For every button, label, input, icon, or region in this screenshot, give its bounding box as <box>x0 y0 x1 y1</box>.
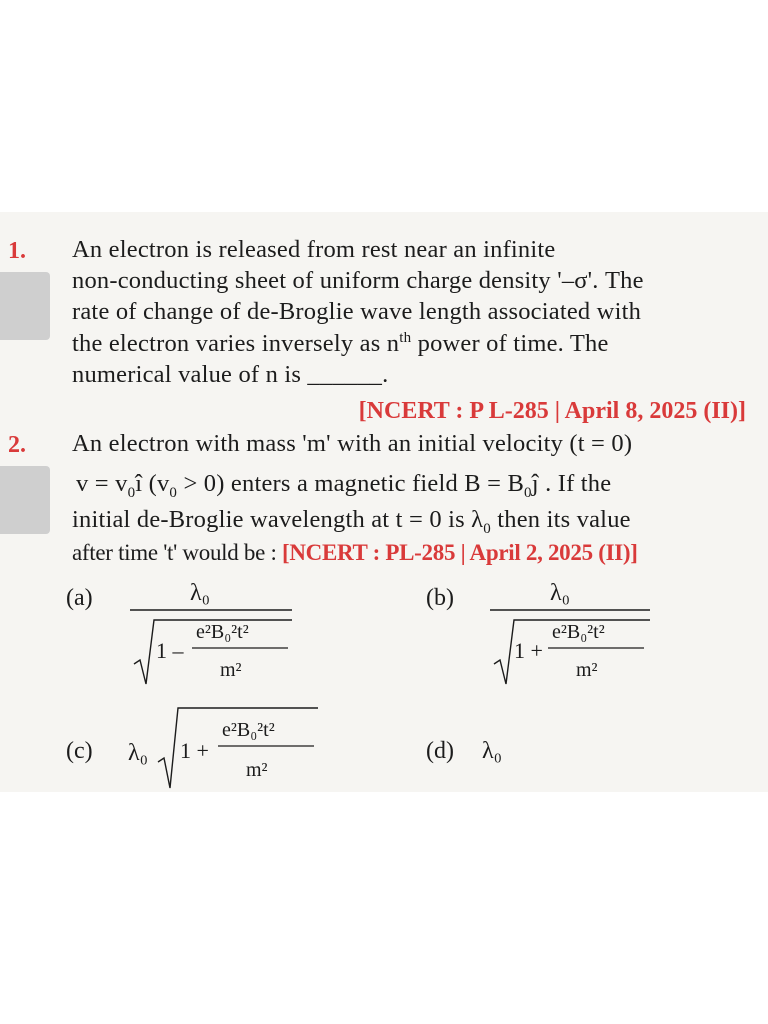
q1-line-4: the electron varies inversely as $n^{th}$ power of time. The <box>72 330 609 358</box>
q1-reference: [NCERT : P L-285 | April 8, 2025 (II)] <box>358 398 746 424</box>
q1-line-3: rate of change of de-Broglie wave length associated with <box>72 298 642 325</box>
question-1-marker <box>0 272 50 340</box>
option-a-inner: 1 – <box>156 638 184 663</box>
q2-line-3: initial de-Broglie wavelength at t = 0 is $\lambda_0$ then its value <box>72 506 631 537</box>
option-c-lambda: λ₀ <box>128 740 149 766</box>
option-c-frac-bottom: m² <box>246 759 268 781</box>
option-c-label[interactable]: (c) <box>66 738 93 764</box>
question-1-number: 1. <box>8 238 26 264</box>
option-a-frac-top: e²B₀²t² <box>196 621 249 643</box>
option-d-label[interactable]: (d) <box>426 738 454 764</box>
option-b-label[interactable]: (b) <box>426 585 454 611</box>
q2-line-2: $v = v_0î$ $(v_0 > 0)$ enters a magnetic field $B = B_0ĵ$ . If the <box>76 470 612 501</box>
q2-line-4: after time 't' would be : [NCERT : PL-285 | April 2, 2025 (II)] <box>72 540 638 565</box>
option-c-formula <box>122 700 322 800</box>
q2-reference: [NCERT : PL-285 | April 2, 2025 (II)] <box>281 540 638 565</box>
option-c-frac-top: e²B₀²t² <box>222 719 275 741</box>
option-a-numerator: λ₀ <box>190 580 211 606</box>
option-b-formula <box>480 572 660 692</box>
q1-line-2: non-conducting sheet of uniform charge density '–σ'. The <box>72 267 644 294</box>
q2-line-1: An electron with mass 'm' with an initial velocity (t = 0) <box>72 430 633 457</box>
question-2-number: 2. <box>8 432 26 458</box>
option-b-numerator: λ₀ <box>550 580 571 606</box>
option-c-inner: 1 + <box>180 738 209 763</box>
option-b-frac-bottom: m² <box>576 659 598 681</box>
option-b-frac-top: e²B₀²t² <box>552 621 605 643</box>
option-a-label[interactable]: (a) <box>66 585 93 611</box>
option-b-inner: 1 + <box>514 638 543 663</box>
option-a-frac-bottom: m² <box>220 659 242 681</box>
q1-line-1: An electron is released from rest near an infinite <box>72 236 556 263</box>
option-d-value: λ₀ <box>482 738 503 764</box>
option-a-formula <box>120 572 300 692</box>
q1-line-5: numerical value of n is ______. <box>72 361 389 388</box>
question-2-marker <box>0 466 50 534</box>
